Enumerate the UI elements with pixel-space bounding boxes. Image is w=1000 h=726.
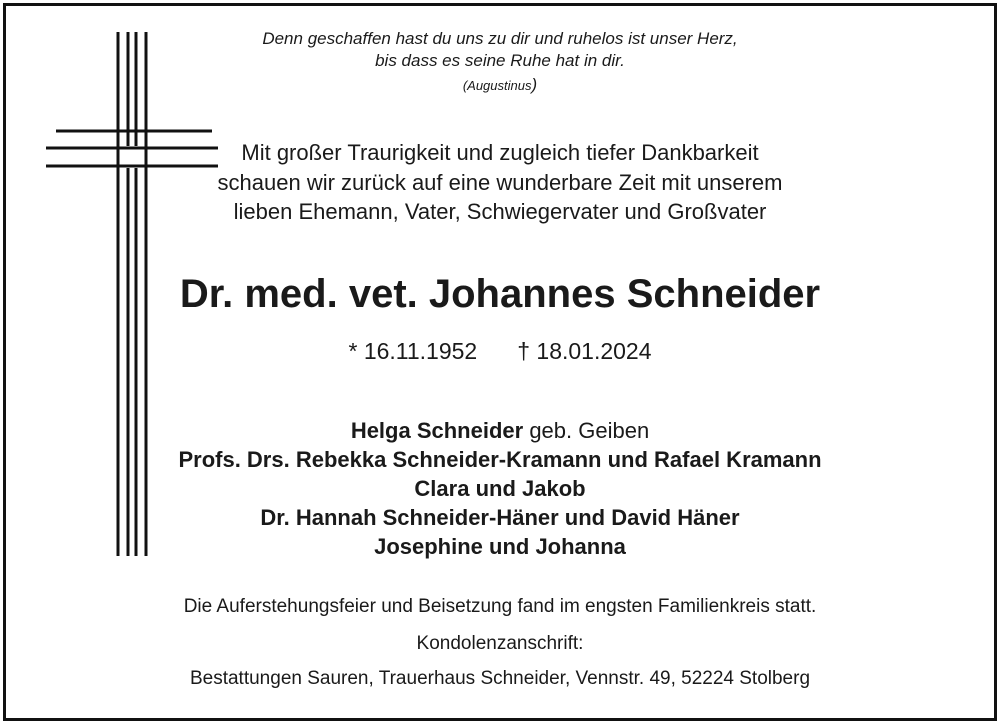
family-line-5: Josephine und Johanna [374, 534, 626, 559]
birth-date: 16.11.1952 [363, 338, 478, 364]
motto-source [0, 75, 1000, 95]
funeral-notice: Die Auferstehungsfeier und Beisetzung fand im engsten Familienkreis statt. [183, 596, 817, 617]
intro-line-3: lieben Ehemann, Vater, Schwiegervater und Großvater [233, 199, 767, 224]
condolence-label: Kondolenzanschrift: [416, 633, 584, 654]
family-line-2: Profs. Drs. Rebekka Schneider-Kramann und Rafael Kramann [178, 447, 822, 472]
spouse-maiden-name: geb. Geiben [523, 418, 650, 443]
birth-symbol: * [348, 338, 358, 364]
family-line-4: Dr. Hannah Schneider-Häner und David Häner [260, 505, 740, 530]
motto-line-1: Denn geschaffen hast du uns zu dir und ruhelos ist unser Herz, [262, 29, 738, 48]
death-date: 18.01.2024 [536, 338, 652, 364]
family-line-3: Clara und Jakob [414, 476, 586, 501]
deceased-name: Dr. med. vet. Johannes Schneider [179, 272, 821, 316]
motto-line-2: bis dass es seine Ruhe hat in dir. [375, 51, 625, 70]
motto-source-close: ) [531, 75, 538, 94]
intro-line-1: Mit großer Traurigkeit und zugleich tiefer Dankbarkeit [241, 140, 759, 165]
spouse-name: Helga Schneider [350, 418, 524, 443]
death-symbol: † [517, 338, 531, 364]
motto-source-text: (Augustinus [462, 78, 532, 93]
condolence-address: Bestattungen Sauren, Trauerhaus Schneider, Vennstr. 49, 52224 Stolberg [189, 668, 811, 689]
life-dates [0, 338, 1000, 365]
intro-line-2: schauen wir zurück auf eine wunderbare Zeit mit unserem [217, 170, 783, 195]
family-line-1 [0, 416, 1000, 445]
